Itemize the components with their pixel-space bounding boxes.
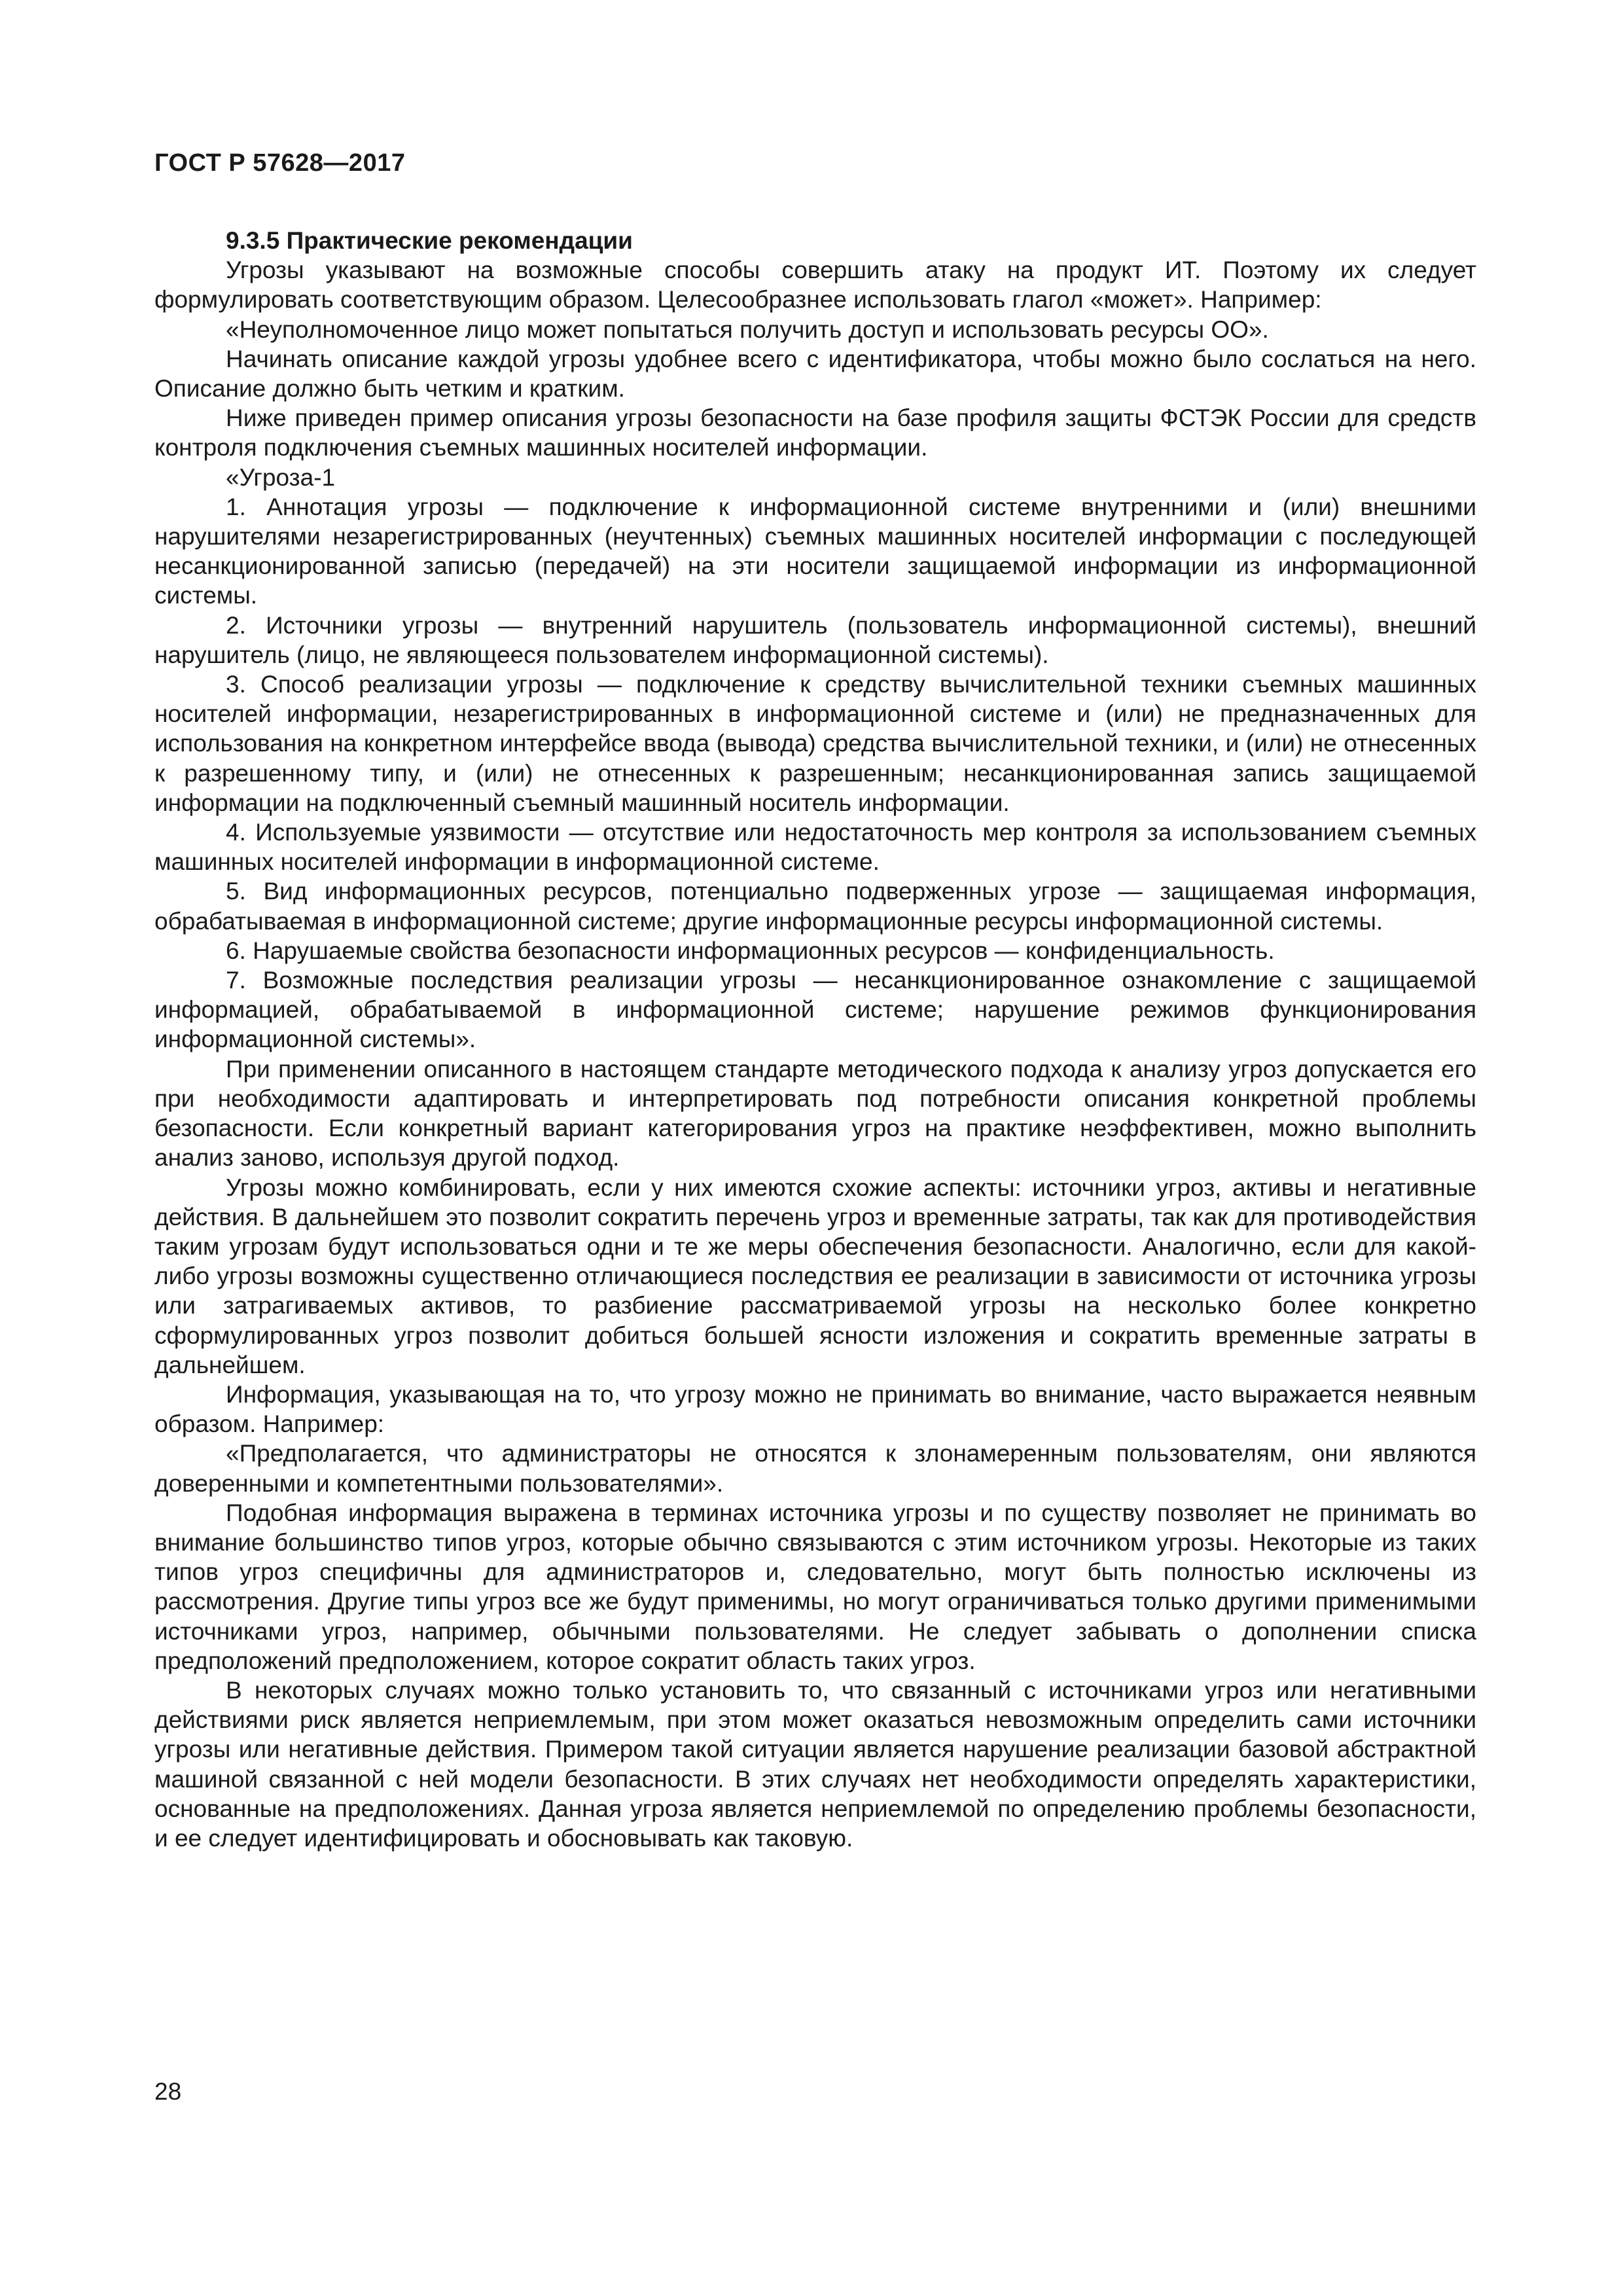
paragraph: В некоторых случаях можно только установить то, что связанный с источниками угроз или негативными действиями риск является неприемлемым, при этом может оказаться невозможным определить сами источники угрозы или негативные действия. Примером такой ситуации является нарушение реализации базовой абстрактной машиной связанной с ней модели безопасности. В этих случаях нет необходимости определять характеристики, основанные на предположениях. Данная угроза является неприемлемой по определению проблемы безопасности, и ее следует идентифицировать и обосновывать как таковую. [154, 1676, 1476, 1852]
paragraph: Ниже приведен пример описания угрозы безопасности на базе профиля защиты ФСТЭК России для средств контроля подключения съемных машинных носителей информации. [154, 404, 1476, 461]
paragraph: 6. Нарушаемые свойства безопасности информационных ресурсов — конфиденциальность. [226, 937, 1275, 964]
paragraph: 3. Способ реализации угрозы — подключение к средству вычислительной техники съемных машинных носителей информации, незарегистрированных в информационной системе и (или) не предназначенных для использования на конкретном интерфейсе ввода (вывода) средства вычислительной техники, и (или) не отнесенных к разрешенному типу, и (или) не отнесенных к разрешенным; несанкционированная запись защищаемой информации на подключенный съемный машинный носитель информации. [154, 671, 1476, 816]
document-body [154, 226, 1476, 1853]
paragraph: «Неуполномоченное лицо может попытаться получить доступ и использовать ресурсы ОО». [226, 315, 1269, 343]
paragraph: 7. Возможные последствия реализации угрозы — несанкционированное ознакомление с защищаемой информацией, обрабатываемой в информационной системе; нарушение режимов функционирования информационной системы». [154, 967, 1476, 1053]
paragraph: При применении описанного в настоящем стандарте методического подхода к анализу угроз допускается его при необходимости адаптировать и интерпретировать под потребности описания конкретной проблемы безопасности. Если конкретный вариант категорирования угроз на практике неэффективен, можно выполнить анализ заново, используя другой подход. [154, 1055, 1476, 1172]
paragraph: «Угроза-1 [226, 463, 336, 491]
page-number: 28 [154, 2078, 182, 2105]
paragraph: Подобная информация выражена в терминах источника угрозы и по существу позволяет не принимать во внимание большинство типов угроз, которые обычно связываются с этим источником угрозы. Некоторые из таких типов угроз специфичны для администраторов и, следовательно, могут быть полностью исключены из рассмотрения. Другие типы угроз все же будут применимы, но могут ограничиваться только другими применимыми источниками угроз, например, обычными пользователями. Не следует забывать о дополнении списка предположений предположением, которое сократит область таких угроз. [154, 1499, 1476, 1674]
paragraph: 2. Источники угрозы — внутренний нарушитель (пользователь информационной системы), внешний нарушитель (лицо, не являющееся пользователем информационной системы). [154, 611, 1476, 668]
paragraph: 4. Используемые уязвимости — отсутствие или недостаточность мер контроля за использованием съемных машинных носителей информации в информационной системе. [154, 819, 1476, 876]
paragraph: «Предполагается, что администраторы не относятся к злонамеренным пользователям, они являются доверенными и компетентными пользователями». [154, 1440, 1476, 1497]
paragraph: Информация, указывающая на то, что угрозу можно не принимать во внимание, часто выражается неявным образом. Например: [154, 1380, 1476, 1438]
paragraph: 5. Вид информационных ресурсов, потенциально подверженных угрозе — защищаемая информация, обрабатываемая в информационной системе; другие информационные ресурсы информационной системы. [154, 878, 1476, 935]
paragraph: Угрозы указывают на возможные способы совершить атаку на продукт ИТ. Поэтому их следует формулировать соответствующим образом. Целесообразнее использовать глагол «может». Например: [154, 257, 1476, 314]
paragraph: Угрозы можно комбинировать, если у них имеются схожие аспекты: источники угроз, активы и негативные действия. В дальнейшем это позволит сократить перечень угроз и временные затраты, так как для противодействия таким угрозам будут использоваться одни и те же меры обеспечения безопасности. Аналогично, если для какой-либо угрозы возможны существенно отличающиеся последствия ее реализации в зависимости от источника угрозы или затрагиваемых активов, то разбиение рассматриваемой угрозы на несколько более конкретно сформулированных угроз позволит добиться большей ясности изложения и сократить временные затраты в дальнейшем. [154, 1174, 1476, 1378]
paragraph: Начинать описание каждой угрозы удобнее всего с идентификатора, чтобы можно было сослаться на него. Описание должно быть четким и кратким. [154, 345, 1476, 403]
section-title: 9.3.5 Практические рекомендации [226, 227, 633, 254]
document-code-header: ГОСТ Р 57628—2017 [154, 149, 406, 177]
paragraph: 1. Аннотация угрозы — подключение к информационной системе внутренними и (или) внешними нарушителями незарегистрированных (неучтенных) съемных машинных носителей информации с последующей несанкционированной записью (передачей) на эти носители защищаемой информации из информационной системы. [154, 493, 1476, 609]
